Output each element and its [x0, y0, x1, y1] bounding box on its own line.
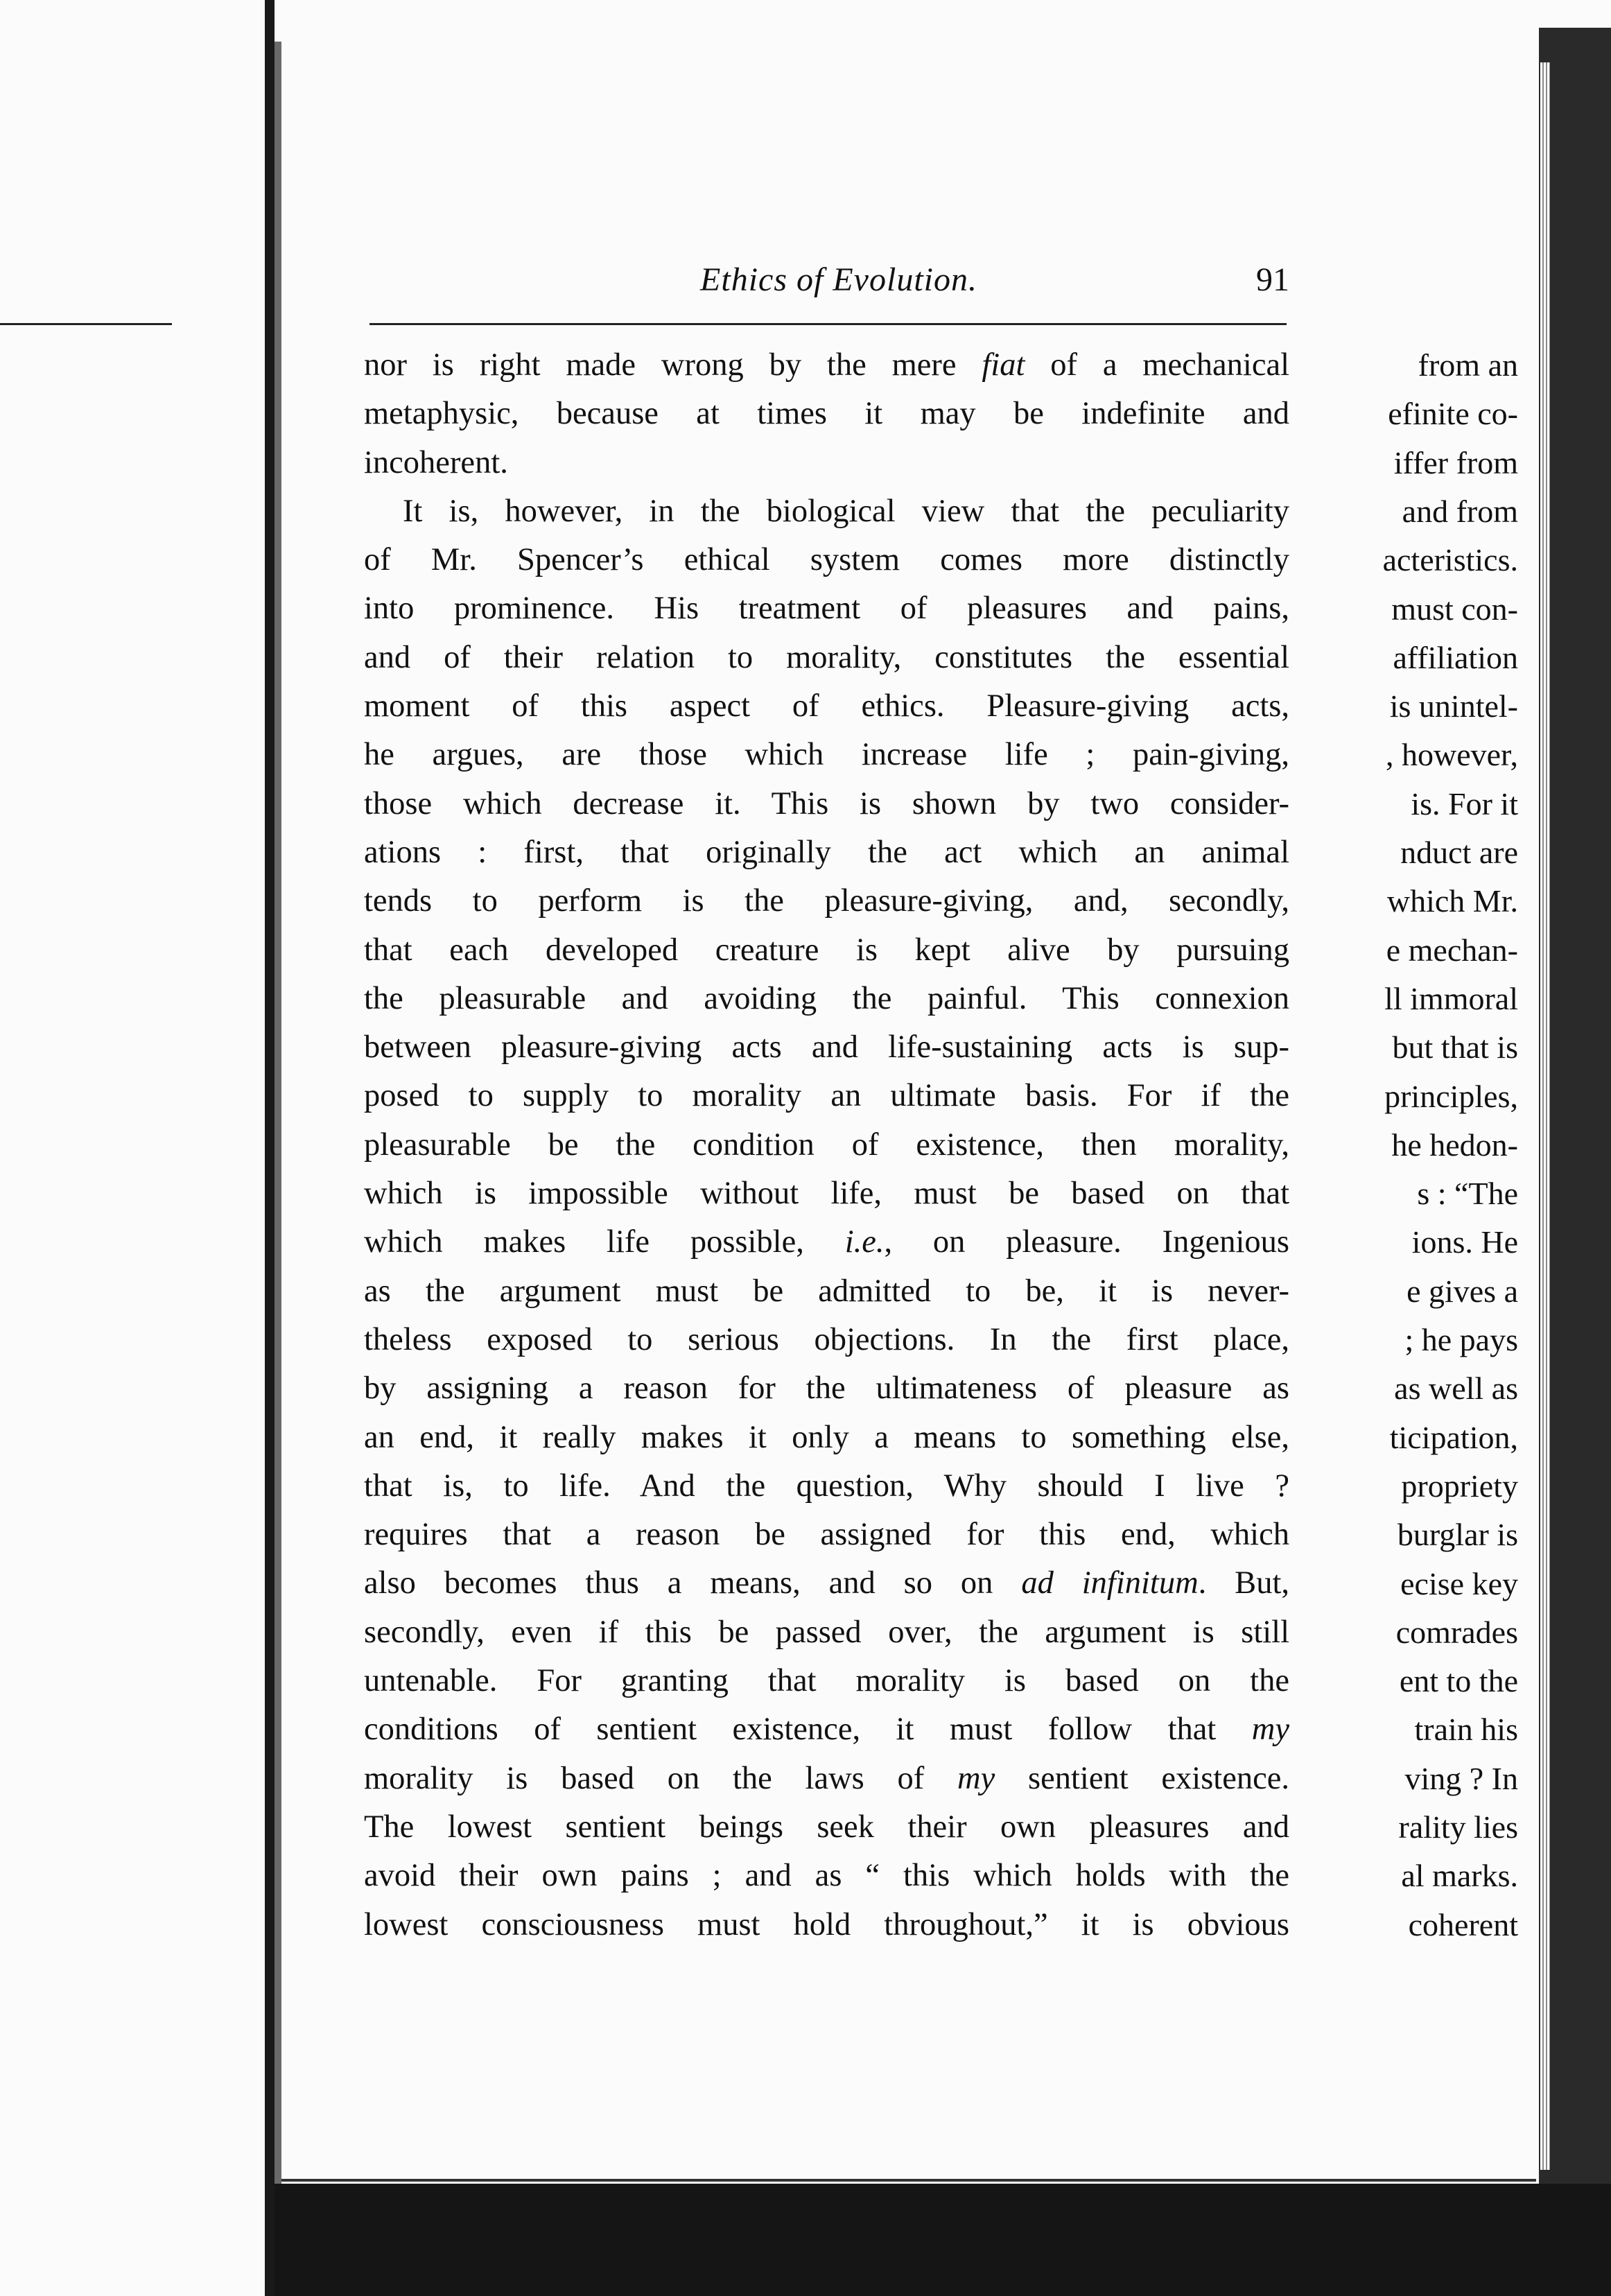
text-line: those which decrease it. This is shown by two consider-: [364, 785, 1289, 821]
left-page-line: al marks.: [1401, 1858, 1518, 1894]
left-page-line: from an: [1418, 347, 1518, 383]
page-stack-edge: [1540, 62, 1550, 2170]
text-line: requires that a reason be assigned for this end, which: [364, 1517, 1289, 1553]
text-line: pleasurable be the condition of existence, then morality,: [364, 1127, 1289, 1163]
text-line: ations : first, that originally the act which an animal: [364, 834, 1289, 870]
text-line: that is, to life. And the question, Why should I live ?: [364, 1468, 1289, 1504]
text-line: avoid their own pains ; and as “ this which holds with the: [364, 1858, 1289, 1894]
text-line: of Mr. Spencer’s ethical system comes more distinctly: [364, 542, 1289, 578]
left-page-line: efinite co-: [1388, 396, 1518, 432]
left-page-line: he hedon-: [1391, 1127, 1518, 1163]
left-page-line: must con-: [1391, 591, 1518, 627]
left-page-line: and from: [1402, 493, 1518, 529]
text-line: theless exposed to serious objections. In the first place,: [364, 1321, 1289, 1357]
text-line: It is, however, in the biological view that the peculiarity: [403, 493, 1289, 529]
left-page-line: , however,: [1385, 737, 1518, 773]
left-page-line: comrades: [1395, 1614, 1518, 1650]
text-line: also becomes thus a means, and so on ad infinitum. But,: [364, 1565, 1289, 1601]
text-line: the pleasurable and avoiding the painful. This connexion: [364, 980, 1289, 1016]
text-line: The lowest sentient beings seek their own pleasures and: [364, 1809, 1289, 1845]
text-line: by assigning a reason for the ultimateness of pleasure as: [364, 1371, 1289, 1407]
text-line: untenable. For granting that morality is based on the: [364, 1663, 1289, 1699]
left-page-line: principles,: [1384, 1078, 1518, 1114]
left-page-line: affiliation: [1393, 639, 1518, 675]
text-line: posed to supply to morality an ultimate basis. For if the: [364, 1078, 1289, 1114]
text-line: as the argument must be admitted to be, it is never-: [364, 1273, 1289, 1309]
left-page-line: ll immoral: [1384, 980, 1518, 1016]
text-line: morality is based on the laws of my sentient existence.: [364, 1760, 1290, 1796]
text-line: an end, it really makes it only a means to something else,: [364, 1419, 1289, 1455]
running-title: Ethics of Evolution.: [700, 261, 977, 298]
left-page-line: but that is: [1392, 1029, 1518, 1066]
text-line: and of their relation to morality, constitutes the essential: [364, 639, 1289, 675]
left-page-line: acteristics.: [1382, 542, 1518, 578]
left-page-line: ecise key: [1400, 1565, 1518, 1601]
page-border-bottom: [281, 2179, 1536, 2182]
left-page-line: ving ? In: [1404, 1760, 1518, 1796]
left-page-line: is unintel-: [1389, 688, 1518, 724]
text-line: that each developed creature is kept alive by pursuing: [364, 932, 1289, 968]
left-page-line: ticipation,: [1389, 1419, 1518, 1455]
text-line: which is impossible without life, must be based on that: [364, 1176, 1289, 1212]
text-line: into prominence. His treatment of pleasures and pains,: [364, 591, 1289, 627]
body-text: [364, 341, 1289, 1949]
text-line: lowest consciousness must hold throughout,” it is obvious: [364, 1906, 1289, 1942]
paragraph-1: [364, 341, 1289, 487]
page-edge-bottom: [275, 2184, 1611, 2296]
left-page-line: e gives a: [1407, 1273, 1518, 1309]
left-page-line: nduct are: [1400, 835, 1518, 870]
left-page-line: ; he pays: [1404, 1322, 1518, 1357]
text-line: metaphysic, because at times it may be indefinite and: [364, 396, 1289, 432]
binding-shadow: [275, 42, 281, 2191]
left-page-line: iffer from: [1393, 444, 1518, 480]
left-page-header-rule: [0, 323, 172, 325]
left-page-line: train his: [1414, 1712, 1518, 1748]
left-page-line: s : “The: [1417, 1176, 1518, 1212]
page-number: 91: [1256, 261, 1289, 298]
text-line: which makes life possible, i.e., on pleasure. Ingenious: [364, 1224, 1289, 1260]
left-page-line: rality lies: [1398, 1809, 1518, 1845]
text-line: tends to perform is the pleasure-giving, and, secondly,: [364, 883, 1289, 919]
left-page-line: coherent: [1408, 1906, 1518, 1942]
left-page-line: propriety: [1401, 1468, 1518, 1504]
left-page-line: ent to the: [1399, 1663, 1518, 1699]
text-line: conditions of sentient existence, it must follow that my: [364, 1712, 1289, 1748]
text-line: between pleasure-giving acts and life-sustaining acts is sup-: [364, 1029, 1289, 1066]
page-header: [364, 261, 1289, 309]
text-line: secondly, even if this be passed over, the argument is still: [364, 1614, 1289, 1650]
text-line: incoherent.: [364, 444, 508, 480]
left-page-line: ions. He: [1411, 1224, 1518, 1260]
paragraph-2: [364, 487, 1289, 1949]
left-page-line: as well as: [1394, 1371, 1518, 1407]
left-page-line: is. For it: [1411, 785, 1518, 821]
header-rule: [369, 323, 1287, 325]
text-line: moment of this aspect of ethics. Pleasure-giving acts,: [364, 688, 1289, 724]
left-page-line: e mechan-: [1386, 932, 1518, 968]
text-line: nor is right made wrong by the mere fiat of a mechanical: [364, 347, 1290, 383]
left-page-line: which Mr.: [1386, 883, 1518, 919]
binding-gutter: [265, 0, 275, 2296]
left-page-line: burglar is: [1397, 1517, 1518, 1553]
text-line: he argues, are those which increase life ; pain-giving,: [364, 737, 1289, 773]
